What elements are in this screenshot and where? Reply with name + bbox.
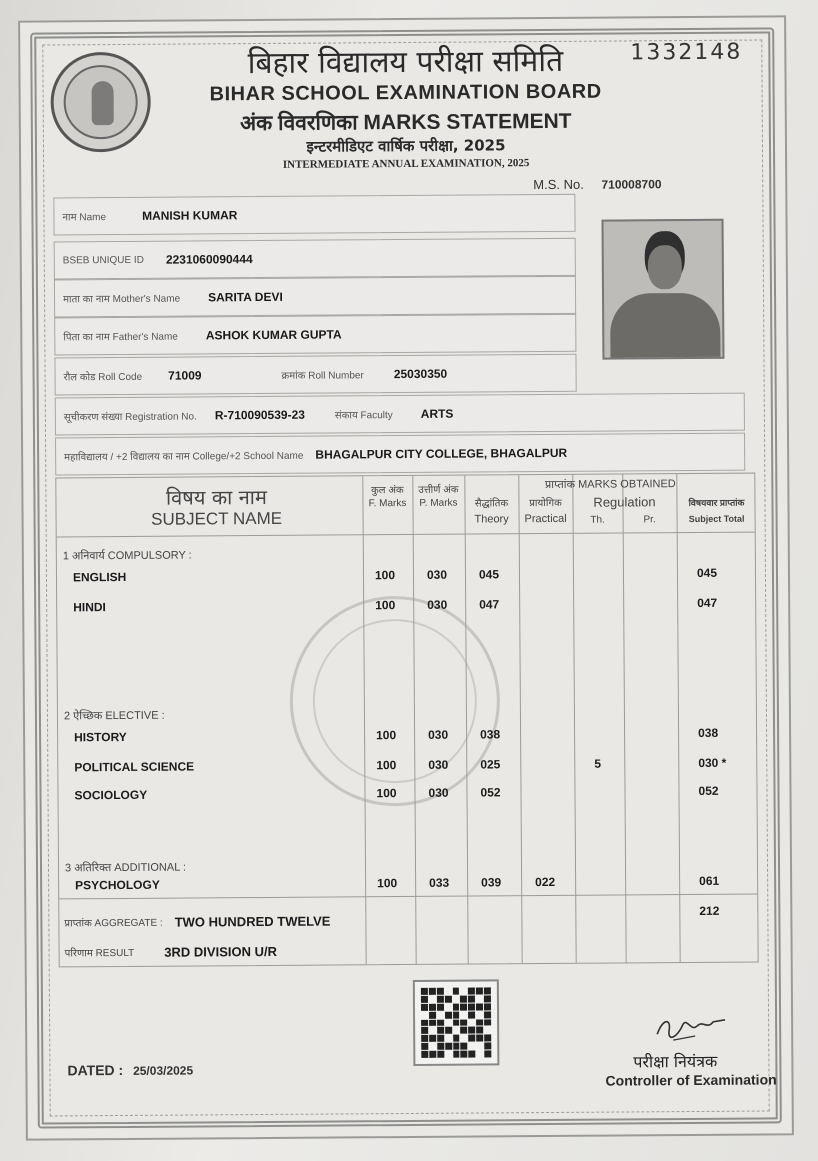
photo-face bbox=[648, 245, 682, 289]
pass-marks-cell: 030 bbox=[427, 597, 448, 612]
roll-code-label: रौल कोड Roll Code bbox=[63, 371, 143, 384]
qr-code bbox=[413, 979, 500, 1066]
date-issued bbox=[67, 1061, 193, 1078]
regulation-theory-header: Th. bbox=[590, 514, 605, 526]
unique-id-label: BSEB UNIQUE ID bbox=[62, 254, 144, 266]
pass-marks-cell: 030 bbox=[428, 757, 449, 772]
practical-header-hindi: प्रायोगिक bbox=[529, 497, 562, 510]
pass-marks-cell: 030 bbox=[428, 785, 449, 800]
registration-row bbox=[55, 393, 745, 436]
subject-total-header: Subject Total bbox=[688, 513, 745, 525]
pass-marks-cell: 033 bbox=[429, 875, 450, 890]
bseb-logo bbox=[50, 52, 151, 153]
college-value: BHAGALPUR CITY COLLEGE, BHAGALPUR bbox=[315, 445, 568, 462]
name-row bbox=[53, 194, 575, 236]
father-value: ASHOK KUMAR GUPTA bbox=[205, 327, 342, 343]
subject-total-cell: 045 bbox=[696, 565, 718, 580]
student-photo bbox=[602, 219, 725, 360]
subject-name: POLITICAL SCIENCE bbox=[74, 759, 195, 775]
subject-total-cell: 038 bbox=[698, 725, 719, 740]
registration-label: सूचीकरण संख्या Registration No. bbox=[63, 411, 197, 424]
unique-id-row bbox=[54, 238, 576, 280]
photo-body bbox=[610, 293, 721, 360]
theory-cell: 039 bbox=[481, 875, 502, 890]
pass-marks-cell: 030 bbox=[426, 567, 448, 582]
controller-title-english: Controller of Examination bbox=[605, 1071, 777, 1089]
board-name-english: BIHAR SCHOOL EXAMINATION BOARD bbox=[209, 80, 602, 106]
full-marks-cell: 100 bbox=[376, 786, 397, 801]
result-value: 3RD DIVISION U/R bbox=[164, 943, 277, 960]
registration-value: R-710090539-23 bbox=[214, 407, 305, 423]
practical-header: Practical bbox=[524, 512, 567, 526]
theory-cell: 047 bbox=[479, 597, 500, 612]
roll-code-value: 71009 bbox=[168, 368, 202, 383]
roll-number-label: क्रमांक Roll Number bbox=[281, 370, 364, 382]
group-additional: 3 अतिरिक्त ADDITIONAL : bbox=[64, 861, 187, 875]
exam-title-hindi: इन्टरमीडिएट वार्षिक परीक्षा, 2025 bbox=[306, 136, 506, 156]
board-name-hindi: बिहार विद्यालय परीक्षा समिति bbox=[247, 43, 564, 82]
marks-obtained-header: प्राप्तांक MARKS OBTAINED bbox=[544, 478, 676, 492]
subject-row-hindi bbox=[57, 596, 757, 621]
full-marks-header: F. Marks bbox=[368, 497, 407, 510]
theory-header-hindi: सैद्धांतिक bbox=[474, 498, 509, 510]
marks-statement-sheet bbox=[18, 15, 794, 1140]
theory-cell: 025 bbox=[480, 757, 501, 772]
faculty-value: ARTS bbox=[420, 406, 454, 421]
pass-marks-cell: 030 bbox=[428, 727, 449, 742]
roll-row bbox=[54, 354, 576, 396]
aggregate-words: TWO HUNDRED TWELVE bbox=[174, 913, 331, 930]
subject-header-hindi: विषय का नाम bbox=[165, 484, 267, 510]
mother-row bbox=[54, 276, 576, 318]
ms-number-value: 710008700 bbox=[601, 177, 662, 192]
marks-table bbox=[55, 473, 758, 968]
full-marks-cell: 100 bbox=[377, 876, 398, 891]
subject-name: HISTORY bbox=[74, 729, 127, 745]
subject-total-cell: 030 * bbox=[698, 755, 727, 770]
ms-number-label: M.S. No. bbox=[533, 176, 584, 193]
theory-cell: 038 bbox=[480, 727, 501, 742]
date-value: 25/03/2025 bbox=[133, 1063, 194, 1078]
subject-name: PSYCHOLOGY bbox=[75, 877, 160, 893]
controller-title-hindi: परीक्षा नियंत्रक bbox=[633, 1051, 718, 1072]
subject-total-header-hindi: विषयवार प्राप्तांक bbox=[688, 497, 745, 509]
subject-total-cell: 061 bbox=[699, 873, 720, 888]
subject-row-political-science bbox=[58, 756, 758, 781]
name-value: MANISH KUMAR bbox=[141, 208, 238, 223]
regulation-theory-cell: 5 bbox=[594, 756, 602, 771]
theory-header: Theory bbox=[474, 513, 509, 526]
name-label: नाम Name bbox=[62, 212, 107, 224]
father-label: पिता का नाम Father's Name bbox=[63, 331, 178, 344]
ms-number bbox=[533, 176, 661, 192]
subject-name: HINDI bbox=[73, 600, 106, 615]
statement-title: अंक विवरणिका MARKS STATEMENT bbox=[240, 109, 572, 136]
subject-row-history bbox=[58, 726, 758, 751]
college-label: महाविद्यालय / +2 विद्यालय का नाम College/+2 School Name bbox=[64, 450, 304, 464]
serial-number: 1332148 bbox=[630, 39, 743, 66]
theory-cell: 045 bbox=[478, 567, 500, 582]
group-compulsory: 1 अनिवार्य COMPULSORY : bbox=[62, 549, 192, 563]
mother-label: माता का नाम Mother's Name bbox=[63, 293, 181, 306]
logo-inner-ring bbox=[63, 65, 138, 140]
mother-value: SARITA DEVI bbox=[208, 289, 283, 305]
logo-figure bbox=[92, 81, 114, 125]
faculty-label: संकाय Faculty bbox=[334, 410, 393, 422]
controller-signature bbox=[653, 1012, 733, 1045]
unique-id-value: 2231060090444 bbox=[165, 252, 253, 267]
theory-cell: 052 bbox=[480, 785, 501, 800]
subject-total-cell: 052 bbox=[698, 783, 719, 798]
subject-name: SOCIOLOGY bbox=[74, 787, 148, 803]
aggregate-label: प्राप्तांक AGGREGATE : bbox=[64, 917, 163, 930]
full-marks-cell: 100 bbox=[375, 598, 396, 613]
roll-number-value: 25030350 bbox=[393, 366, 448, 382]
result-label: परिणाम RESULT bbox=[64, 947, 135, 960]
full-marks-cell: 100 bbox=[376, 758, 397, 773]
father-row bbox=[54, 314, 576, 356]
subject-name: ENGLISH bbox=[72, 569, 127, 585]
subject-row-english bbox=[57, 566, 757, 591]
pass-marks-header-hindi: उत्तीर्ण अंक bbox=[418, 484, 459, 496]
subject-row-sociology bbox=[58, 784, 758, 809]
full-marks-cell: 100 bbox=[374, 568, 396, 583]
pass-marks-header: P. Marks bbox=[419, 497, 458, 509]
date-label: DATED : bbox=[67, 1061, 124, 1079]
regulation-practical-header: Pr. bbox=[643, 514, 656, 526]
result-row bbox=[59, 933, 759, 968]
header-divider bbox=[57, 532, 755, 538]
exam-title-english: INTERMEDIATE ANNUAL EXAMINATION, 2025 bbox=[282, 157, 530, 171]
full-marks-header-hindi: कुल अंक bbox=[371, 485, 404, 497]
group-elective: 2 ऐच्छिक ELECTIVE : bbox=[63, 709, 165, 723]
subject-header-english: SUBJECT NAME bbox=[151, 508, 283, 529]
regulation-header: Regulation bbox=[593, 494, 656, 510]
aggregate-row bbox=[58, 903, 758, 938]
aggregate-number: 212 bbox=[699, 903, 720, 918]
subject-total-cell: 047 bbox=[697, 595, 718, 610]
college-row bbox=[55, 433, 745, 476]
full-marks-cell: 100 bbox=[376, 728, 397, 743]
practical-cell: 022 bbox=[535, 874, 556, 890]
